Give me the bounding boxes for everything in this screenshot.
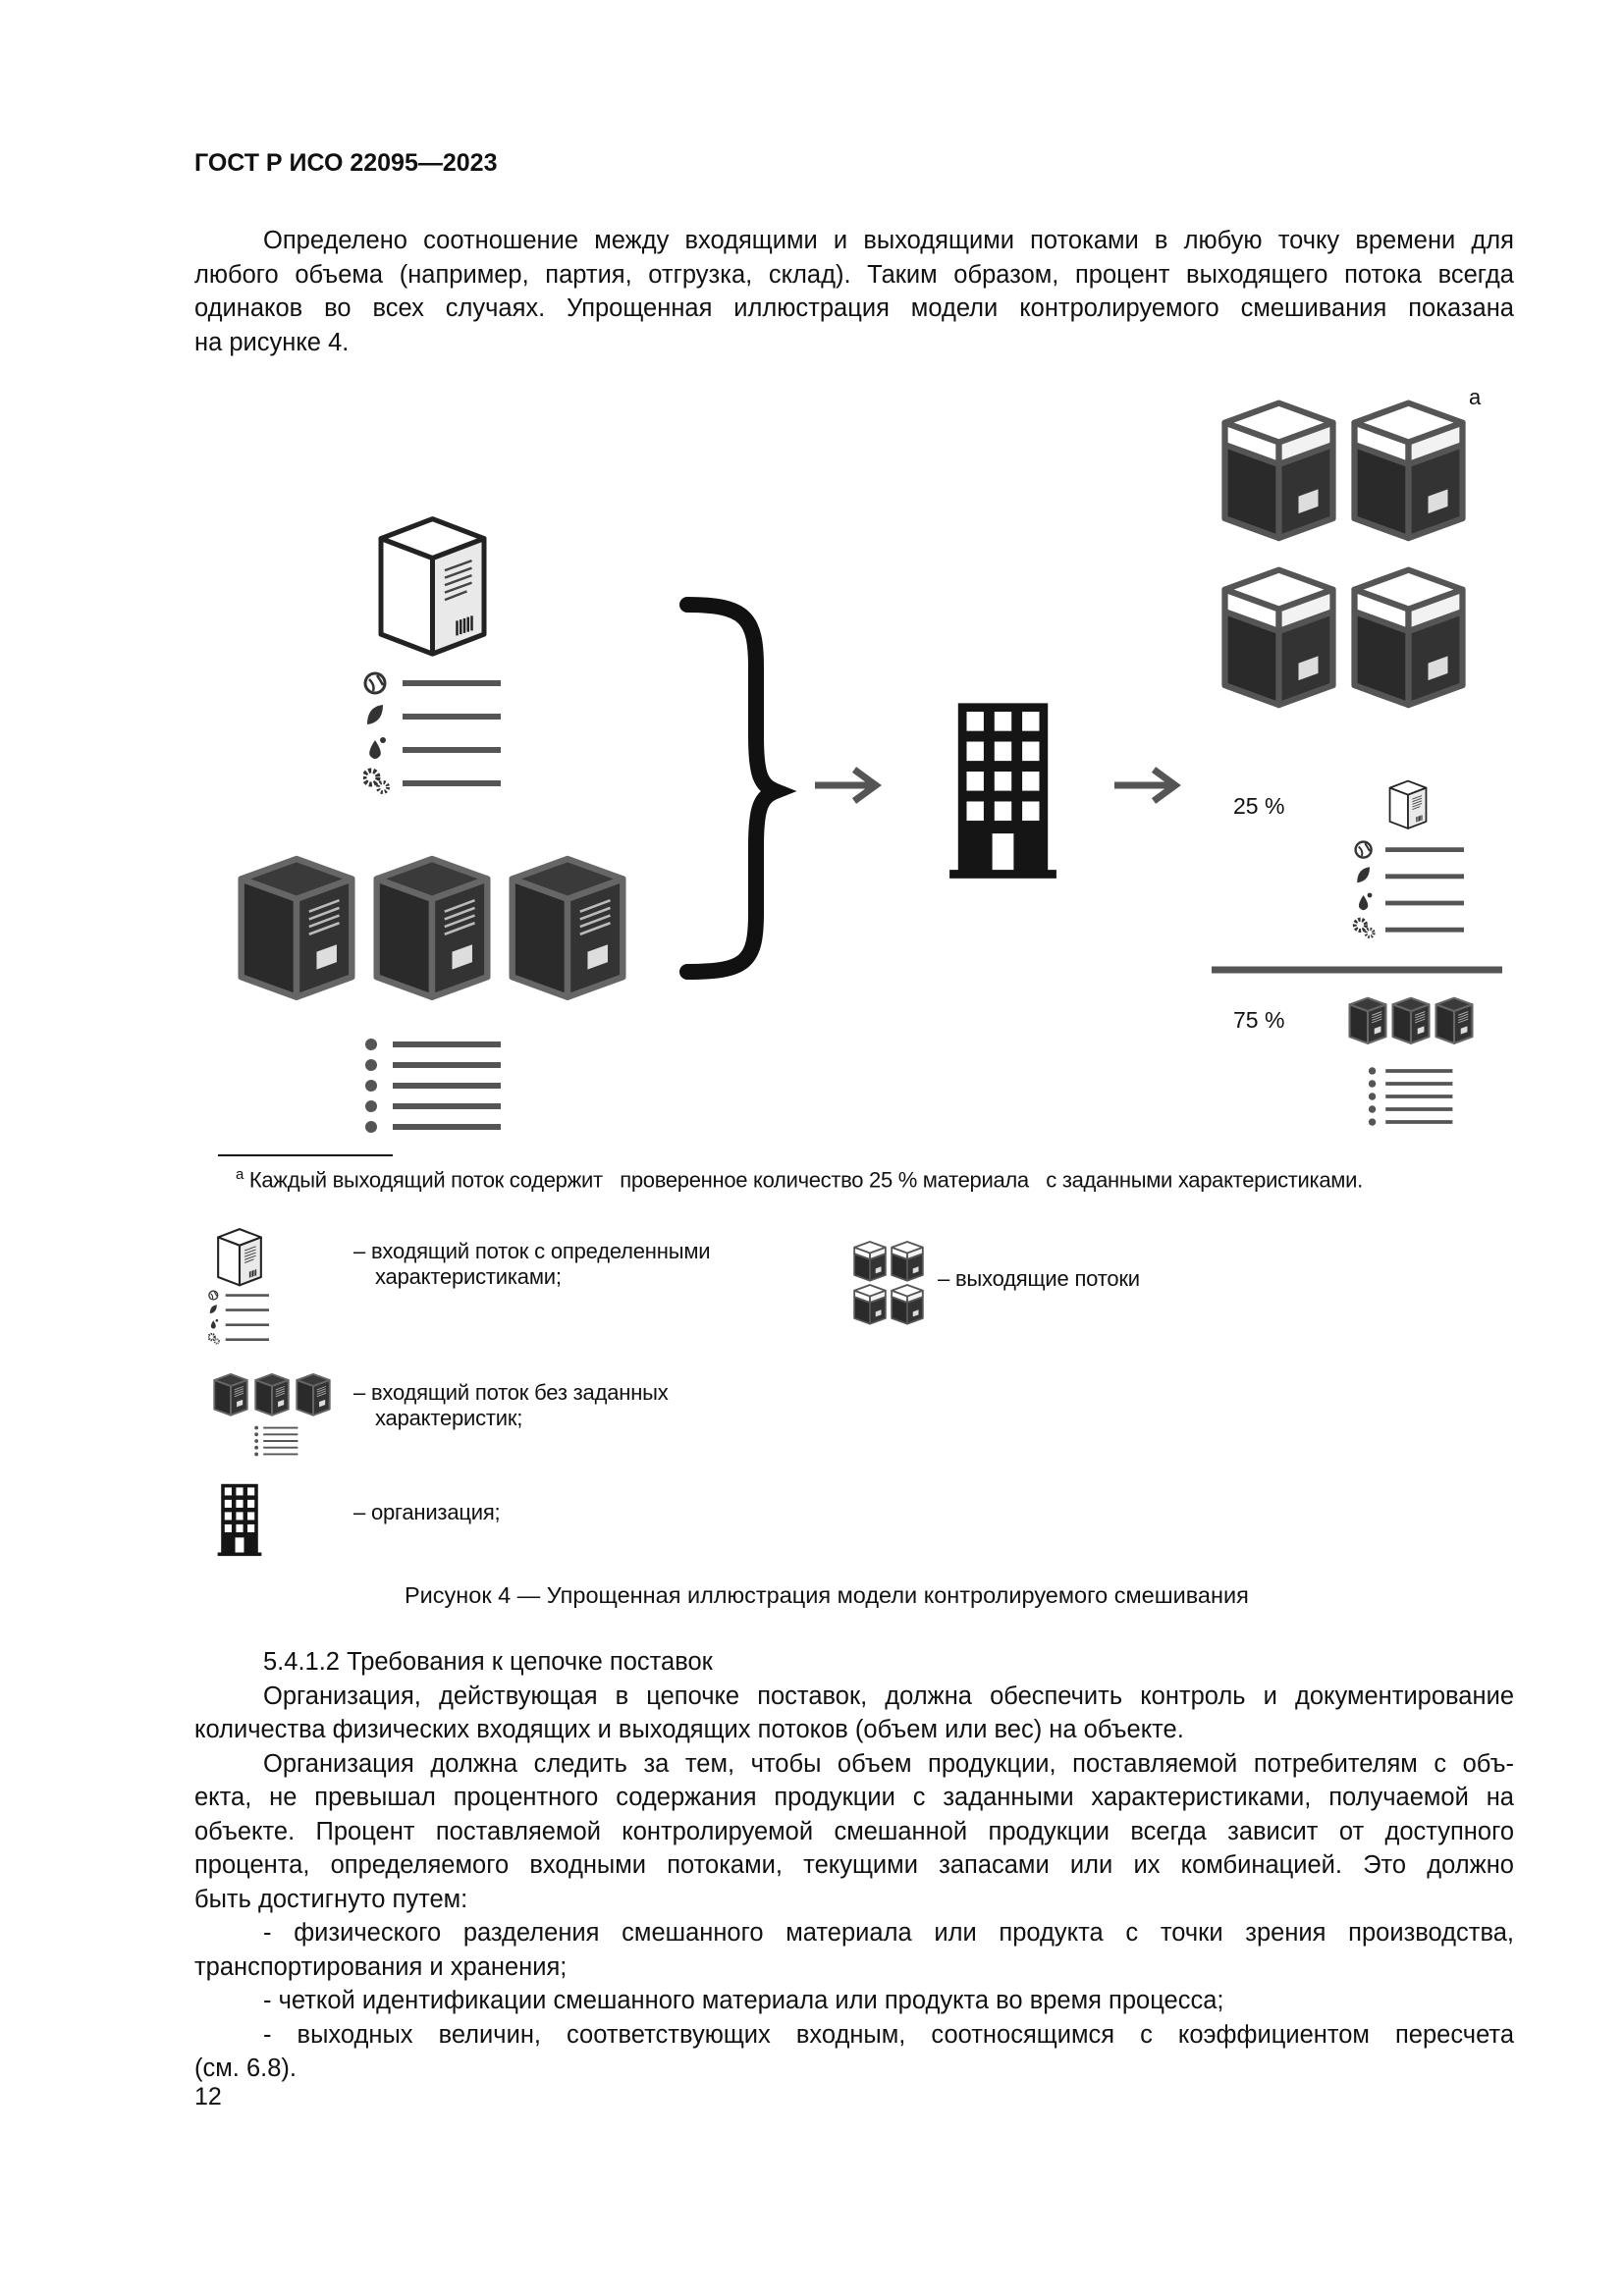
text-line: одинаков во всех случаях. Упрощенная иллюстрация модели контролируемого смешивания показана: [194, 294, 1514, 322]
percent-25-label: 25 %: [1233, 793, 1285, 819]
document-header: ГОСТ Р ИСО 22095—2023: [194, 149, 498, 177]
out-box-icon: [1355, 570, 1463, 706]
text-line: объекте. Процент поставляемой контролируемой смешанной продукции всегда зависит от доступного: [194, 1817, 1514, 1845]
legend-outgoing: – выходящие потоки: [938, 1266, 1140, 1291]
legend-box-icon: [255, 1374, 288, 1415]
brace-icon: [687, 605, 776, 972]
list-icon: [365, 1039, 501, 1133]
legend-out-box-icon: [854, 1285, 886, 1324]
legend-box-icon: [218, 1229, 261, 1285]
text-line: - физического разделения смешанного материала или продукта с точки зрения производства,: [263, 1919, 1514, 1947]
box-icon: [377, 859, 488, 997]
footnote-marker: a: [1469, 385, 1482, 409]
text-line: - четкой идентификации смешанного материала или продукта во время процесса;: [263, 1987, 1224, 2014]
legend-text: – входящий поток с определенными: [353, 1239, 711, 1263]
percent-75-label: 75 %: [1233, 1007, 1285, 1033]
footnote-sup: a: [236, 1166, 244, 1183]
legend-out-box-icon: [854, 1242, 886, 1281]
building-icon: [949, 703, 1056, 878]
legend-attributes-icon: [208, 1291, 269, 1344]
attributes-list-icon: [364, 673, 501, 792]
text-line: транспортирования и хранения;: [194, 1952, 568, 1981]
out-box-icon: [1225, 403, 1333, 539]
legend-out-box-icon: [892, 1242, 923, 1281]
legend-text: – входящий поток без заданных: [353, 1380, 669, 1405]
text-line: Организация, действующая в цепочке поставок, должна обеспечить контроль и документирование: [263, 1682, 1514, 1710]
box-icon: [242, 859, 352, 997]
legend-box-icon: [214, 1374, 246, 1415]
footnote-text: Каждый выходящий поток содержит проверенное количество 25 % материала с заданными характеристиками.: [248, 1167, 1363, 1193]
text-line: Определено соотношение между входящими и выходящими потоками в любую точку времени для: [263, 227, 1514, 254]
text-line: быть достигнуто путем:: [194, 1885, 468, 1913]
legend-box-icon: [297, 1374, 329, 1415]
out-box-icon: [1225, 570, 1333, 706]
legend-organization: – организация;: [353, 1500, 501, 1524]
text-line: любого объема (например, партия, отгрузка, склад). Таким образом, процент выходящего потока всегда: [194, 260, 1514, 289]
arrow-right-icon: [815, 770, 876, 801]
text-line: процента, определяемого входными потоками, текущими запасами или их комбинацией. Это должно: [194, 1851, 1514, 1879]
figure-footnote: [236, 1166, 1363, 1193]
attributes-list-icon: [1355, 842, 1464, 937]
list-icon: [1369, 1067, 1453, 1126]
arrow-right-icon: [1114, 770, 1175, 801]
text-line: - выходных величин, соответствующих входным, соотносящимся с коэффициентом пересчета: [263, 2020, 1514, 2049]
legend-incoming-undefined: [353, 1380, 669, 1431]
box-icon: [1393, 998, 1430, 1043]
out-box-icon: [1355, 403, 1463, 539]
box-icon: [1390, 781, 1427, 828]
legend-building-icon: [218, 1484, 262, 1556]
legend-list-icon: [254, 1426, 298, 1457]
text-line: Организация должна следить за тем, чтобы объем продукции, поставляемой потребителям с объ-: [263, 1749, 1514, 1778]
figure-caption: Рисунок 4 — Упрощенная иллюстрация модели контролируемого смешивания: [405, 1582, 1249, 1608]
page-number: 12: [194, 2083, 222, 2110]
legend-text: характеристик;: [375, 1406, 523, 1430]
section-5-4-1-2: [194, 1645, 1514, 2086]
text-line: количества физических входящих и выходящих потоков (объем или вес) на объекте.: [194, 1716, 1184, 1743]
box-icon: [513, 859, 623, 997]
text-line: на рисунке 4.: [194, 328, 350, 356]
legend-incoming-defined: [353, 1239, 710, 1290]
box-icon: [1436, 998, 1473, 1043]
text-line: екта, не превышал процентного содержания продукции с заданными характеристиками, получаемой на: [194, 1784, 1514, 1811]
section-heading: 5.4.1.2 Требования к цепочке поставок: [263, 1648, 713, 1676]
box-icon: [1350, 998, 1386, 1043]
box-icon: [381, 519, 484, 655]
legend-text: характеристиками;: [375, 1264, 562, 1289]
text-line: (см. 6.8).: [194, 2055, 297, 2082]
legend-out-box-icon: [892, 1285, 923, 1324]
